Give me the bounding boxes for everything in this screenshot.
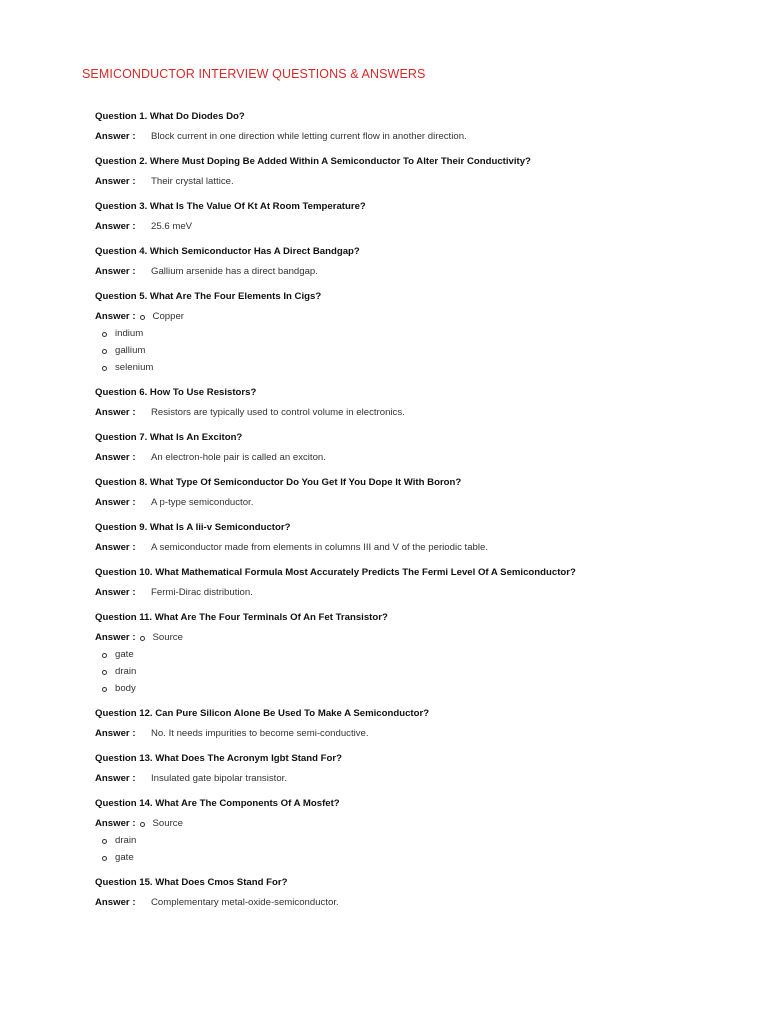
answer-label: Answer : <box>95 452 136 463</box>
list-item <box>95 345 735 357</box>
answer-label: Answer : <box>95 407 136 418</box>
question-text: Question 5. What Are The Four Elements In Cigs? <box>95 291 322 302</box>
list-item <box>95 649 735 661</box>
list-item <box>140 818 183 830</box>
bullet-icon <box>140 636 145 641</box>
answer-label: Answer : <box>95 131 136 142</box>
answer-row <box>95 176 735 188</box>
question-text: Question 10. What Mathematical Formula Most Accurately Predicts The Fermi Level Of A Semiconductor? <box>95 567 576 578</box>
answer-label: Answer : <box>95 311 136 322</box>
qa-item <box>95 798 735 864</box>
answer-label: Answer : <box>95 897 136 908</box>
bullet-icon <box>102 839 107 844</box>
list-item-text: Source <box>152 818 183 829</box>
bullet-icon <box>102 856 107 861</box>
answer-text: A semiconductor made from elements in columns III and V of the periodic table. <box>151 542 489 553</box>
qa-item <box>95 522 735 554</box>
answer-text: Block current in one direction while letting current flow in another direction. <box>151 131 467 142</box>
qa-list <box>95 111 735 922</box>
question-text: Question 15. What Does Cmos Stand For? <box>95 877 288 888</box>
qa-item <box>95 708 735 740</box>
list-item <box>95 362 735 374</box>
bullet-icon <box>102 653 107 658</box>
qa-item <box>95 612 735 695</box>
answer-text: An electron-hole pair is called an exciton. <box>151 452 326 463</box>
answer-row <box>95 542 735 554</box>
list-item-text: drain <box>115 666 137 677</box>
question-text: Question 2. Where Must Doping Be Added Within A Semiconductor To Alter Their Conductivity? <box>95 156 531 167</box>
qa-item <box>95 753 735 785</box>
question-text: Question 4. Which Semiconductor Has A Direct Bandgap? <box>95 246 360 257</box>
answer-text: 25.6 meV <box>151 221 193 232</box>
list-item-text: gallium <box>115 345 146 356</box>
qa-item <box>95 387 735 419</box>
answer-row <box>95 131 735 143</box>
list-item-text: gate <box>115 649 134 660</box>
qa-item <box>95 156 735 188</box>
question-text: Question 11. What Are The Four Terminals Of An Fet Transistor? <box>95 612 388 623</box>
list-item <box>95 683 735 695</box>
list-item-text: body <box>115 683 136 694</box>
bullet-icon <box>140 315 145 320</box>
list-item <box>140 632 183 644</box>
list-item-text: gate <box>115 852 134 863</box>
answer-label: Answer : <box>95 221 136 232</box>
answer-row <box>95 452 735 464</box>
answer-label: Answer : <box>95 542 136 553</box>
list-item <box>95 852 735 864</box>
question-text: Question 12. Can Pure Silicon Alone Be Used To Make A Semiconductor? <box>95 708 430 719</box>
answer-label: Answer : <box>95 818 136 829</box>
answer-row <box>95 773 735 785</box>
qa-item <box>95 477 735 509</box>
answer-row <box>95 818 735 830</box>
answer-label: Answer : <box>95 266 136 277</box>
answer-text: A p-type semiconductor. <box>151 497 254 508</box>
answer-row <box>95 632 735 644</box>
answer-text: Gallium arsenide has a direct bandgap. <box>151 266 318 277</box>
bullet-icon <box>102 670 107 675</box>
answer-label: Answer : <box>95 176 136 187</box>
qa-item <box>95 877 735 909</box>
page-title: SEMICONDUCTOR INTERVIEW QUESTIONS & ANSWERS <box>82 67 426 81</box>
answer-row <box>95 497 735 509</box>
bullet-icon <box>140 822 145 827</box>
list-item <box>95 328 735 340</box>
question-text: Question 3. What Is The Value Of Kt At Room Temperature? <box>95 201 366 212</box>
list-item <box>95 835 735 847</box>
answer-text: Complementary metal-oxide-semiconductor. <box>151 897 339 908</box>
list-item-text: drain <box>115 835 137 846</box>
answer-label: Answer : <box>95 632 136 643</box>
answer-row <box>95 407 735 419</box>
answer-label: Answer : <box>95 587 136 598</box>
answer-label: Answer : <box>95 497 136 508</box>
question-text: Question 7. What Is An Exciton? <box>95 432 243 443</box>
question-text: Question 9. What Is A Iii-v Semiconductor? <box>95 522 291 533</box>
bullet-icon <box>102 366 107 371</box>
list-item-text: Copper <box>152 311 184 322</box>
answer-label: Answer : <box>95 728 136 739</box>
list-item-text: selenium <box>115 362 154 373</box>
qa-item <box>95 432 735 464</box>
answer-text: Resistors are typically used to control volume in electronics. <box>151 407 405 418</box>
answer-row <box>95 587 735 599</box>
qa-item <box>95 111 735 143</box>
answer-row <box>95 221 735 233</box>
list-item-text: Source <box>152 632 183 643</box>
list-item <box>95 666 735 678</box>
answer-row <box>95 266 735 278</box>
answer-row <box>95 728 735 740</box>
question-text: Question 14. What Are The Components Of A Mosfet? <box>95 798 340 809</box>
question-text: Question 8. What Type Of Semiconductor Do You Get If You Dope It With Boron? <box>95 477 462 488</box>
answer-text: No. It needs impurities to become semi-conductive. <box>151 728 369 739</box>
qa-item <box>95 567 735 599</box>
answer-text: Fermi-Dirac distribution. <box>151 587 253 598</box>
answer-text: Insulated gate bipolar transistor. <box>151 773 287 784</box>
qa-item <box>95 291 735 374</box>
question-text: Question 1. What Do Diodes Do? <box>95 111 245 122</box>
qa-item <box>95 246 735 278</box>
answer-row <box>95 311 735 323</box>
answer-label: Answer : <box>95 773 136 784</box>
list-item-text: indium <box>115 328 144 339</box>
list-item <box>140 311 184 323</box>
qa-item <box>95 201 735 233</box>
bullet-icon <box>102 332 107 337</box>
question-text: Question 6. How To Use Resistors? <box>95 387 257 398</box>
question-text: Question 13. What Does The Acronym Igbt Stand For? <box>95 753 342 764</box>
answer-row <box>95 897 735 909</box>
bullet-icon <box>102 687 107 692</box>
bullet-icon <box>102 349 107 354</box>
answer-text: Their crystal lattice. <box>151 176 234 187</box>
